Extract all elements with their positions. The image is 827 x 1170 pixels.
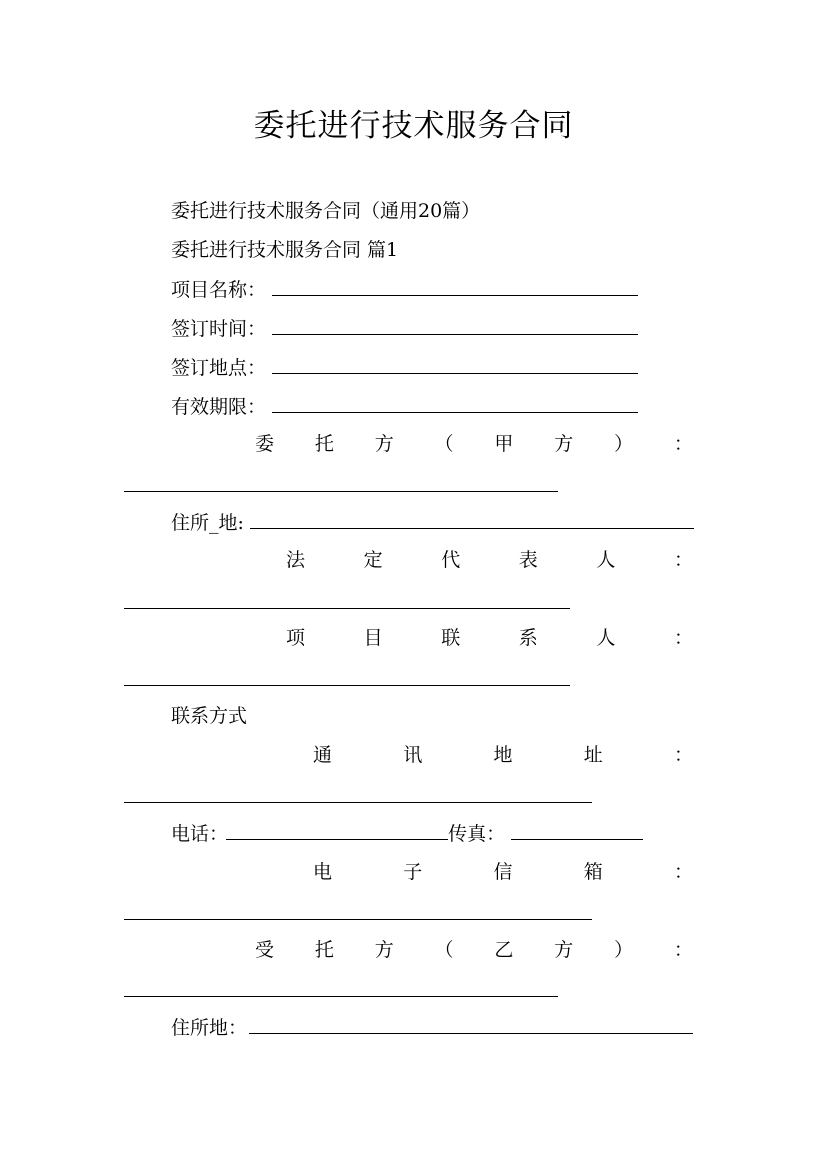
validity-blank[interactable]	[272, 394, 638, 413]
heading-char: 系	[518, 627, 538, 649]
heading-char: ：	[673, 939, 693, 961]
party-b-residence-field	[171, 1015, 693, 1040]
heading-char: 箱	[583, 861, 603, 883]
phone-blank[interactable]	[226, 821, 448, 840]
heading-char: 目	[363, 627, 383, 649]
heading-char: 讯	[403, 744, 423, 766]
heading-char: 项	[286, 627, 306, 649]
heading-char: ：	[673, 861, 693, 883]
heading-char: 方	[374, 939, 394, 961]
heading-char: 址	[583, 744, 603, 766]
heading-char: ：	[673, 744, 693, 766]
address-heading	[313, 743, 693, 767]
legal-rep-blank[interactable]	[124, 608, 570, 609]
party-a-residence-blank[interactable]	[250, 510, 694, 529]
heading-char: ）	[614, 433, 634, 455]
project-name-blank[interactable]	[272, 277, 638, 296]
party-b-residence-label: 住所地：	[171, 1017, 248, 1039]
contact-method-label: 联系方式	[171, 705, 248, 727]
party-a-heading	[255, 432, 693, 456]
validity-field	[171, 394, 638, 419]
heading-char: 人	[596, 549, 616, 571]
heading-char: 电	[313, 861, 333, 883]
party-b-heading	[255, 938, 693, 962]
sign-place-blank[interactable]	[272, 355, 638, 374]
sign-place-field	[171, 355, 638, 380]
heading-char: 方	[374, 433, 394, 455]
heading-char: ）	[614, 939, 634, 961]
fax-blank[interactable]	[511, 821, 643, 840]
heading-char: 乙	[494, 939, 514, 961]
party-b-blank[interactable]	[124, 996, 558, 997]
heading-char: ：	[673, 433, 693, 455]
project-name-label: 项目名称：	[171, 279, 267, 301]
party-a-blank[interactable]	[124, 491, 558, 492]
address-blank[interactable]	[124, 802, 592, 803]
heading-char: 方	[554, 433, 574, 455]
email-blank[interactable]	[124, 919, 592, 920]
heading-char: 受	[255, 939, 275, 961]
heading-char: 信	[493, 861, 513, 883]
sign-place-label: 签订地点：	[171, 357, 267, 379]
heading-char: （	[434, 433, 454, 455]
heading-char: 表	[518, 549, 538, 571]
contact-person-heading	[286, 626, 693, 650]
heading-char: ：	[673, 627, 693, 649]
heading-char: 托	[314, 939, 334, 961]
heading-char: 地	[493, 744, 513, 766]
heading-char: （	[434, 939, 454, 961]
sign-time-field	[171, 316, 638, 341]
heading-char: 人	[596, 627, 616, 649]
legal-rep-heading	[286, 548, 693, 572]
sign-time-blank[interactable]	[272, 316, 638, 335]
phone-fax-field	[171, 821, 643, 846]
heading-char: 子	[403, 861, 423, 883]
phone-label: 电话：	[171, 823, 229, 845]
heading-char: 方	[554, 939, 574, 961]
sign-time-label: 签订时间：	[171, 318, 267, 340]
party-a-residence-field	[171, 510, 694, 535]
validity-label: 有效期限：	[171, 396, 267, 418]
heading-char: 代	[441, 549, 461, 571]
party-a-residence-label: 住所_地:	[171, 512, 244, 534]
heading-char: 联	[441, 627, 461, 649]
heading-char: 通	[313, 744, 333, 766]
heading-char: 委	[255, 433, 275, 455]
section-heading: 委托进行技术服务合同 篇1	[171, 239, 399, 261]
heading-char: 甲	[494, 433, 514, 455]
heading-char: 托	[314, 433, 334, 455]
heading-char: 定	[363, 549, 383, 571]
party-b-residence-blank[interactable]	[249, 1015, 693, 1034]
contact-person-blank[interactable]	[124, 685, 570, 686]
project-name-field	[171, 277, 638, 302]
heading-char: ：	[673, 549, 693, 571]
subtitle: 委托进行技术服务合同（通用20篇）	[171, 200, 481, 222]
fax-label: 传真：	[448, 823, 506, 845]
document-title: 委托进行技术服务合同	[253, 108, 574, 144]
heading-char: 法	[286, 549, 306, 571]
email-heading	[313, 860, 693, 884]
